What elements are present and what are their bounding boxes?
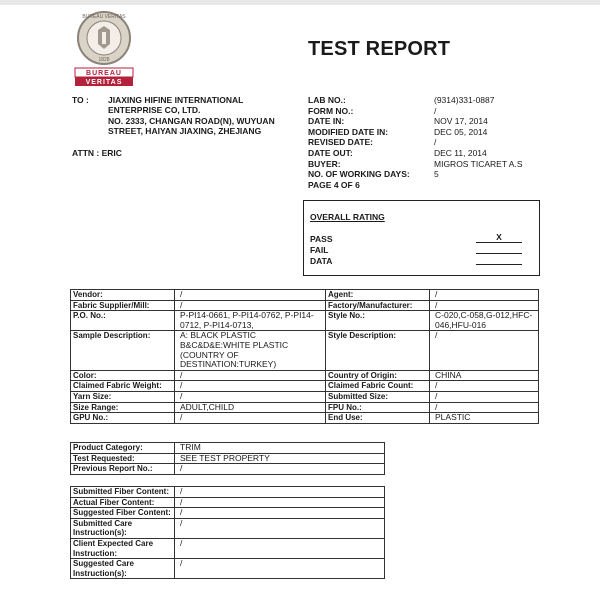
detail-label: Country of Origin: [326, 370, 430, 381]
info-value: MIGROS TICARET A.S [434, 158, 523, 169]
detail-label: Style No.: [326, 311, 430, 331]
detail-label: Factory/Manufacturer: [326, 300, 430, 311]
info-label: DATE OUT: [308, 147, 353, 158]
info-label: REVISED DATE: [308, 137, 374, 148]
detail-value: / [175, 381, 326, 392]
product-label: Test Requested: [71, 453, 175, 464]
report-title: TEST REPORT [308, 38, 451, 60]
info-label: DATE IN: [308, 116, 345, 127]
detail-label: Claimed Fabric Count: [326, 381, 430, 392]
info-label: NO. OF WORKING DAYS: [308, 169, 410, 180]
detail-value: / [175, 370, 326, 381]
detail-value: ADULT,CHILD [175, 402, 326, 413]
fiber-label: Submitted Fiber Content: [71, 487, 175, 498]
table-row [71, 518, 385, 538]
info-label: BUYER: [308, 158, 341, 169]
table-row [71, 443, 385, 454]
detail-value: / [175, 413, 326, 424]
detail-value: / [175, 290, 326, 301]
address-line: NO. 2333, CHANGAN ROAD(N), WUYUAN [108, 115, 275, 126]
detail-label: P.O. No.: [71, 311, 175, 331]
product-label: Product Category: [71, 443, 175, 454]
detail-label: GPU No.: [71, 413, 175, 424]
detail-value: / [430, 402, 539, 413]
table-row [71, 370, 539, 381]
svg-text:1828: 1828 [98, 57, 110, 63]
info-label: LAB NO.: [308, 95, 346, 105]
attention-line: ATTN : ERIC [72, 148, 122, 158]
address-line: JIAXING HIFINE INTERNATIONAL [108, 95, 244, 105]
fiber-value: / [175, 559, 385, 579]
detail-label: Claimed Fabric Weight: [71, 381, 175, 392]
svg-text:BUREAU VERITAS: BUREAU VERITAS [82, 14, 126, 20]
detail-label: Fabric Supplier/Mill: [71, 300, 175, 311]
fiber-label: Client Expected Care Instruction: [71, 538, 175, 558]
overall-rating-heading: OVERALL RATING [310, 212, 385, 222]
table-row [71, 413, 539, 424]
detail-label: End Use: [326, 413, 430, 424]
detail-label: Size Range: [71, 402, 175, 413]
detail-value: A: BLACK PLASTIC B&C&D&E:WHITE PLASTIC (COUNTRY OF DESTINATION:TURKEY) [175, 331, 326, 370]
info-value: DEC 11, 2014 [434, 147, 487, 158]
info-label: MODIFIED DATE IN: [308, 126, 389, 137]
info-value: (9314)331-0887 [434, 95, 495, 105]
table-row [71, 464, 385, 475]
pass-label: PASS [310, 234, 333, 244]
product-value: SEE TEST PROPERTY [175, 453, 385, 464]
report-info [308, 95, 522, 190]
info-value: 5 [434, 169, 439, 180]
info-label: FORM NO.: [308, 105, 354, 116]
bureau-veritas-logo [72, 8, 136, 88]
address-line: STREET, HAIYAN JIAXING, ZHEJIANG [108, 125, 262, 136]
detail-value: / [175, 391, 326, 402]
fiber-value: / [175, 487, 385, 498]
fiber-value: / [175, 508, 385, 519]
detail-value: / [430, 331, 539, 370]
info-value: / [434, 137, 437, 148]
info-value: / [434, 105, 437, 116]
svg-text:VERITAS: VERITAS [85, 79, 123, 86]
fiber-value: / [175, 497, 385, 508]
overall-rating-box [303, 200, 540, 276]
detail-value: PLASTIC [430, 413, 539, 424]
fail-label: FAIL [310, 245, 329, 255]
table-row [71, 402, 539, 413]
fiber-value: / [175, 518, 385, 538]
top-border [0, 0, 600, 5]
info-value: DEC 05, 2014 [434, 126, 488, 137]
table-row [71, 453, 385, 464]
to-label: TO : [72, 95, 89, 105]
detail-label: Submitted Size: [326, 391, 430, 402]
detail-label: Sample Description: [71, 331, 175, 370]
table-row [71, 497, 385, 508]
table-row [71, 311, 539, 331]
address-line: ENTERPRISE CO, LTD. [108, 105, 201, 116]
sample-details-table [70, 289, 539, 424]
table-row [71, 391, 539, 402]
table-row [71, 487, 385, 498]
svg-text:BUREAU: BUREAU [86, 70, 122, 77]
detail-label: Yarn Size: [71, 391, 175, 402]
table-row [71, 300, 539, 311]
detail-value: CHINA [430, 370, 539, 381]
detail-value: / [430, 290, 539, 301]
detail-value: / [175, 300, 326, 311]
fiber-label: Suggested Care Instruction(s): [71, 559, 175, 579]
detail-label: Style Description: [326, 331, 430, 370]
detail-value: C-020,C-058,G-012,HFC-046,HFU-016 [430, 311, 539, 331]
table-row [71, 331, 539, 370]
data-mark [476, 254, 522, 265]
detail-label: Color: [71, 370, 175, 381]
fiber-value: / [175, 538, 385, 558]
page-number: PAGE 4 OF 6 [308, 179, 360, 190]
fiber-label: Suggested Fiber Content: [71, 508, 175, 519]
fail-mark [476, 243, 522, 254]
detail-value: / [430, 391, 539, 402]
detail-label: Vendor: [71, 290, 175, 301]
table-row [71, 538, 385, 558]
detail-value: / [430, 300, 539, 311]
table-row [71, 290, 539, 301]
table-row [71, 381, 539, 392]
table-row [71, 559, 385, 579]
fiber-label: Submitted Care Instruction(s): [71, 518, 175, 538]
product-value: TRIM [175, 443, 385, 454]
fiber-label: Actual Fiber Content: [71, 497, 175, 508]
product-value: / [175, 464, 385, 475]
detail-value: / [430, 381, 539, 392]
pass-mark: X [476, 232, 522, 243]
product-label: Previous Report No.: [71, 464, 175, 475]
data-label: DATA [310, 256, 333, 266]
fiber-care-table [70, 486, 385, 579]
product-table [70, 442, 385, 475]
recipient-address [108, 95, 275, 136]
detail-label: FPU No.: [326, 402, 430, 413]
info-value: NOV 17, 2014 [434, 116, 488, 127]
detail-value: P-PI14-0661, P-PI14-0762, P-PI14-0712, P-PI14-0713, [175, 311, 326, 331]
detail-label: Agent: [326, 290, 430, 301]
table-row [71, 508, 385, 519]
